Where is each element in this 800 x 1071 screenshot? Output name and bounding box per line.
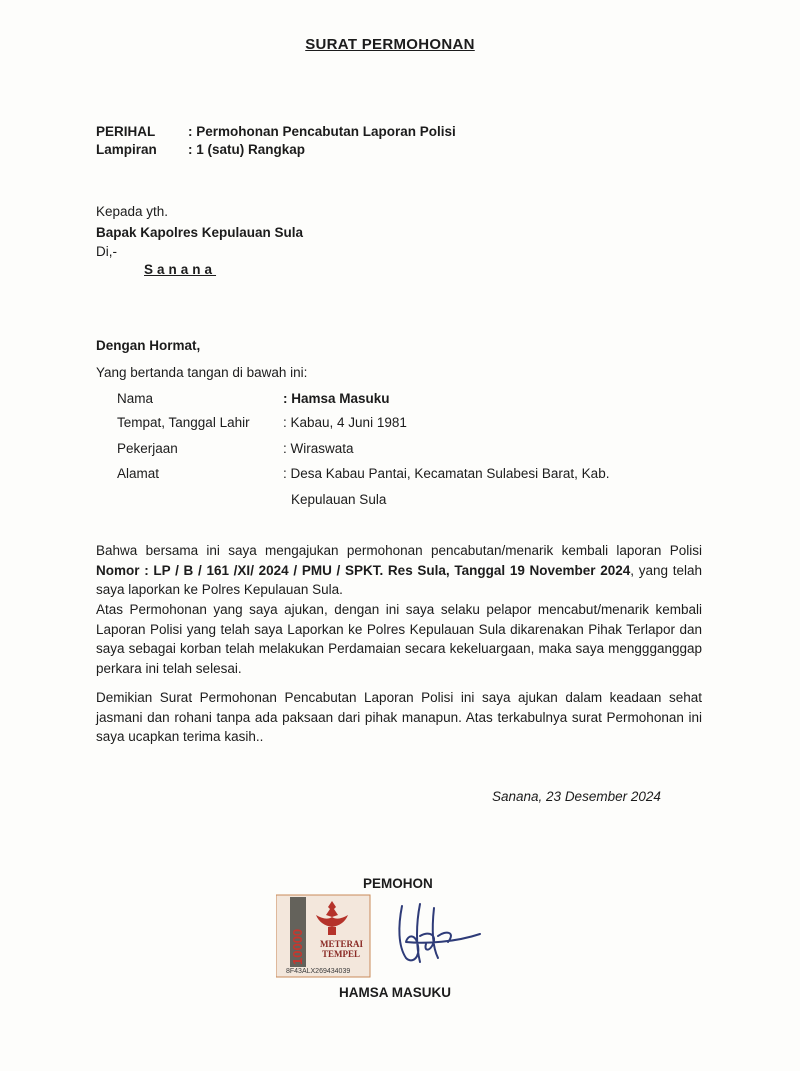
ttl-value: : Kabau, 4 Juni 1981 bbox=[283, 415, 407, 430]
greeting: Dengan Hormat, bbox=[96, 338, 201, 353]
paragraph-3: Demikian Surat Permohonan Pencabutan Laporan Polisi ini saya ajukan dalam keadaan sehat jasmani dan rohani tanpa ada paksaan dari pihak manapun. Atas terkabulnya surat Permohonan ini saya ucapkan terima kasih.. bbox=[96, 690, 702, 744]
pekerjaan-label: Pekerjaan bbox=[117, 441, 178, 456]
lampiran-value: : 1 (satu) Rangkap bbox=[188, 142, 306, 157]
identity-row-alamat bbox=[117, 466, 609, 481]
alamat-label: Alamat bbox=[117, 466, 160, 481]
report-number: Nomor : LP / B / 161 /XI/ 2024 / PMU / SPKT. Res Sula, Tanggal 19 November 2024 bbox=[96, 562, 631, 578]
signer-name: HAMSA MASUKU bbox=[339, 985, 451, 1000]
identity-row-nama bbox=[117, 391, 390, 406]
nama-label: Nama bbox=[117, 391, 154, 406]
stamp-label-1: METERAI bbox=[320, 939, 364, 949]
identity-row-pekerjaan bbox=[117, 441, 354, 456]
recipient-line-3: Di,- bbox=[96, 244, 117, 259]
handwritten-signature bbox=[376, 896, 496, 976]
identity-row-ttl bbox=[117, 415, 407, 430]
pekerjaan-value: : Wiraswata bbox=[283, 441, 354, 456]
letter-date: Sanana, 23 Desember 2024 bbox=[492, 789, 661, 804]
paragraph-1-text-a: Bahwa bersama ini saya mengajukan permohonan pencabutan/menarik kembali laporan Polisi bbox=[96, 543, 702, 558]
perihal-row bbox=[96, 124, 456, 139]
nama-value: : Hamsa Masuku bbox=[283, 391, 390, 406]
lampiran-label: Lampiran bbox=[96, 142, 157, 157]
stamp-serial: 8F43ALX269434039 bbox=[286, 968, 351, 975]
paragraph-1-text-c: , yang telah saya laporkan ke Polres Kepulauan Sula. bbox=[96, 562, 702, 597]
perihal-label: PERIHAL bbox=[96, 124, 156, 139]
ttl-label: Tempat, Tanggal Lahir bbox=[117, 415, 250, 430]
alamat-value-line-2: Kepulauan Sula bbox=[291, 492, 387, 507]
recipient-line-2: Bapak Kapolres Kepulauan Sula bbox=[96, 225, 304, 240]
stamp-denomination: 10000 bbox=[290, 928, 305, 965]
signer-role: PEMOHON bbox=[363, 876, 433, 891]
recipient-line-1: Kepada yth. bbox=[96, 204, 169, 219]
stamp-label-2: TEMPEL bbox=[322, 949, 361, 959]
alamat-value: : Desa Kabau Pantai, Kecamatan Sulabesi Barat, Kab. bbox=[283, 466, 610, 481]
perihal-value: : Permohonan Pencabutan Laporan Polisi bbox=[188, 124, 456, 139]
recipient-city: Sanana bbox=[144, 262, 217, 277]
document-title: SURAT PERMOHONAN bbox=[305, 36, 475, 53]
paragraph-2 bbox=[96, 600, 702, 678]
paragraph-2-text-a: Atas Permohonan yang saya ajukan, dengan ini saya selaku pelapor mencabut/menarik kembali Laporan Polisi yang telah saya Laporkan ke Polres Kepulauan Sula bbox=[96, 602, 702, 637]
paragraph-2-text-b: dikarenakan Pihak Terlapor dan saya sebagai korban telah melakukan Perdamaian secara kekeluargaan, maka saya menggganggap perkara ini telah selesai. bbox=[96, 621, 702, 676]
paragraph-1 bbox=[96, 541, 702, 600]
lampiran-row bbox=[96, 142, 305, 157]
intro-text: Yang bertanda tangan di bawah ini: bbox=[96, 365, 308, 380]
